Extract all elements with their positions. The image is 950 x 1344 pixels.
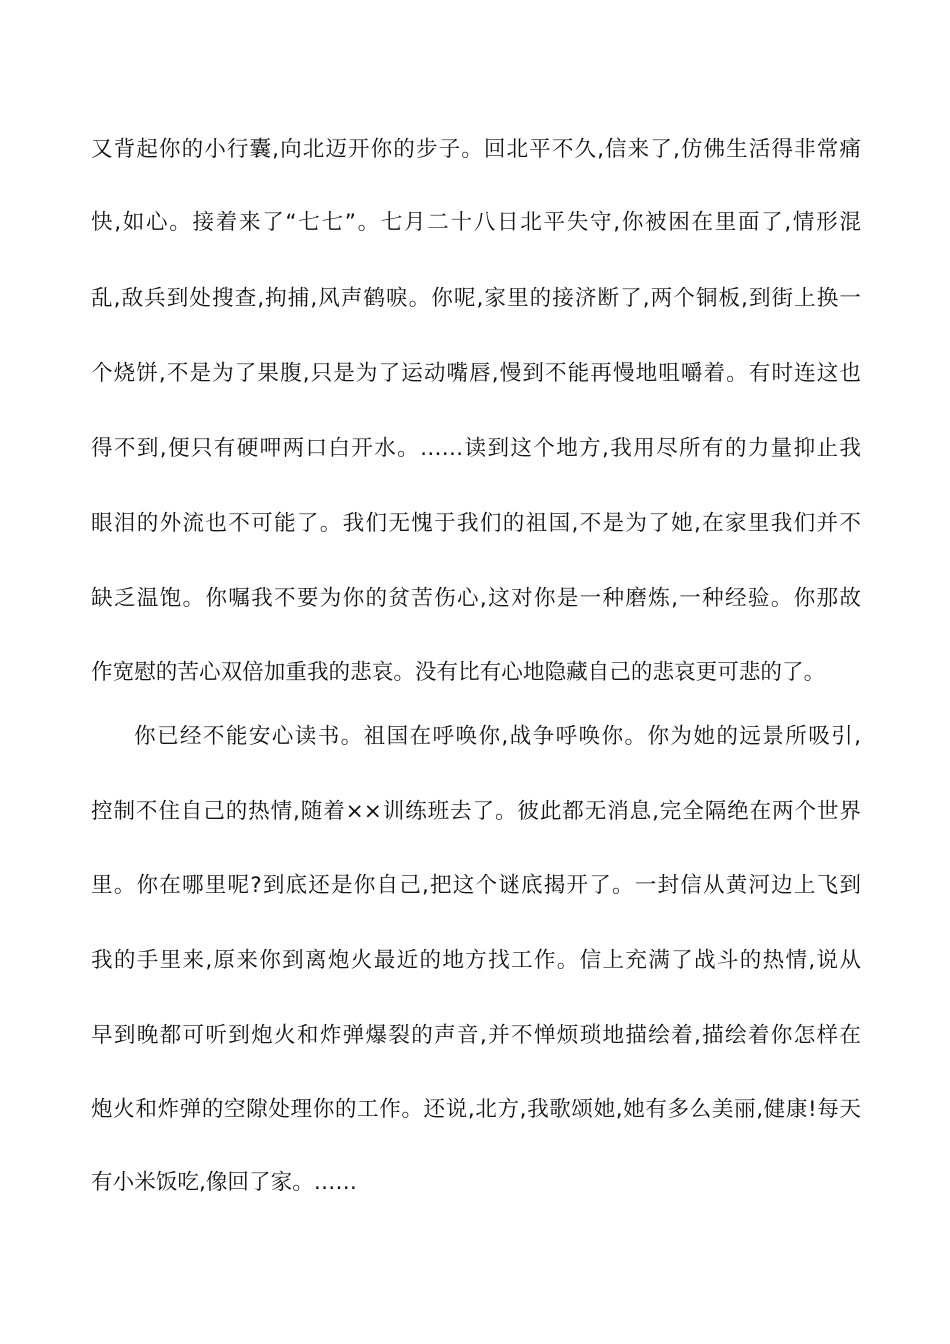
text-line-5: 得不到,便只有硬呷两口白开水。……读到这个地方,我用尽所有的力量抑止我 [91,436,861,461]
text-line-4: 个烧饼,不是为了果腹,只是为了运动嘴唇,慢到不能再慢地咀嚼着。有时连这也 [91,361,861,386]
text-line-14: 炮火和炸弹的空隙处理你的工作。还说,北方,我歌颂她,她有多么美丽,健康!每天 [91,1097,861,1122]
text-line-3: 乱,敌兵到处搜查,拘捕,风声鹤唳。你呢,家里的接济断了,两个铜板,到街上换一 [91,286,861,311]
text-line-13: 早到晚都可听到炮火和炸弹爆裂的声音,并不惮烦琐地描绘着,描绘着你怎样在 [91,1023,861,1048]
text-line-11: 里。你在哪里呢?到底还是你自己,把这个谜底揭开了。一封信从黄河边上飞到 [91,873,861,898]
text-line-12: 我的手里来,原来你到离炮火最近的地方找工作。信上充满了战斗的热情,说从 [91,948,861,973]
text-line-10: 控制不住自己的热情,随着××训练班去了。彼此都无消息,完全隔绝在两个世界 [91,799,861,824]
text-line-6: 眼泪的外流也不可能了。我们无愧于我们的祖国,不是为了她,在家里我们并不 [91,511,861,536]
text-line-8: 作宽慰的苦心双倍加重我的悲哀。没有比有心地隐藏自己的悲哀更可悲的了。 [91,660,826,685]
text-line-7: 缺乏温饱。你嘱我不要为你的贫苦伤心,这对你是一种磨炼,一种经验。你那故 [91,586,861,611]
text-line-1: 又背起你的小行囊,向北迈开你的步子。回北平不久,信来了,仿佛生活得非常痛 [91,137,861,162]
text-line-9: 你已经不能安心读书。祖国在呼唤你,战争呼唤你。你为她的远景所吸引, [134,724,861,749]
text-line-2: 快,如心。接着来了“七七”。七月二十八日北平失守,你被困在里面了,情形混 [91,210,861,235]
text-line-15: 有小米饭吃,像回了家。…… [91,1170,357,1195]
